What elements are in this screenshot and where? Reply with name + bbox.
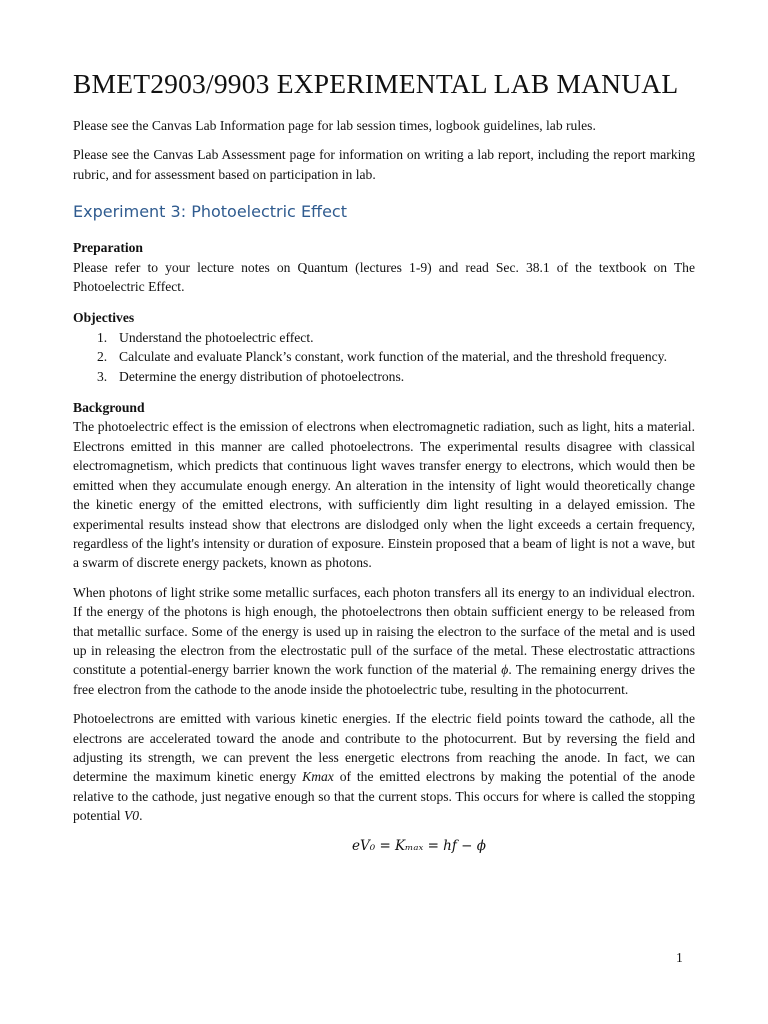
paragraph-text: Photoelectrons are emitted with various kinetic energies. If the electric field points toward the cathode, all the electrons are accelerated toward the anode and contribute to the photocurrent. But by reversing the field and adjusting its strength, we can prevent the less energetic electrons from reaching the anode. In fact, we can determine the maximum kinetic energy [73, 711, 695, 785]
objective-item [73, 328, 695, 347]
paragraph-text: When photons of light strike some metallic surfaces, each photon transfers all its energy to an individual electron. If the energy of the photons is high enough, the photoelectrons then obtain sufficient energy to be released from that metallic surface. Some of the energy is used up in raising the electron to the surface of the metal and is used up in releasing the electron from the electrostatic pull of the surface of the metal. These electrostatic attractions constitute a potential-energy barrier known the work function of the material [73, 584, 695, 678]
paragraph-text: of the emitted electrons by making the potential of the anode relative to the cathode, just negative enough so that the current stops. This occurs for where is called the stopping potential [73, 769, 696, 824]
work-function-symbol: ϕ [501, 662, 509, 678]
kmax-symbol [302, 769, 334, 784]
background-heading: Background [73, 400, 145, 416]
document-page [73, 66, 695, 856]
objective-number: 2. [97, 349, 108, 365]
objective-number: 3. [97, 368, 108, 384]
background-paragraph-2 [73, 583, 695, 699]
kmax-symbol-text: Kmax [302, 769, 334, 785]
background-paragraph-1: The photoelectric effect is the emission of electrons when electromagnetic radiation, such as light, hits a material. Electrons emitted in this manner are called photoelectrons. The experimental results disagree with classical electromagnetism, which predicts that continuous light waves transfer energy to electrons, which would then be emitted when they accumulate enough energy. An alteration in the intensity of light would theoretically change the kinetic energy of the emitted electrons, with sufficiently dim light resulting in a delayed emission. The experimental results instead show that electrons are dislodged only when the light exceeds a certain frequency, regardless of the light's intensity or duration of exposure. Einstein proposed that a beam of light is not a wave, but a swarm of discrete energy packets, known as photons. [73, 419, 695, 571]
v0-symbol: V0 [123, 808, 140, 824]
objective-item [73, 367, 695, 386]
preparation-text: Please refer to your lecture notes on Quantum (lectures 1-9) and read Sec. 38.1 of the textbook on The Photoelectric Effect. [73, 259, 695, 295]
background-paragraph-3 [73, 709, 695, 825]
objectives-list [73, 328, 695, 386]
objective-text: Understand the photoelectric effect. [119, 329, 314, 345]
objective-item [73, 347, 695, 366]
page-number: 1 [676, 950, 683, 965]
objectives-heading: Objectives [73, 310, 135, 326]
preparation-heading: Preparation [73, 240, 143, 256]
paragraph-text: . The remaining energy drives the free electron from the cathode to the anode inside the photoelectric tube, resulting in the photocurrent. [73, 662, 695, 697]
objective-text: Calculate and evaluate Planck’s constant, work function of the material, and the threshold frequency. [119, 349, 667, 365]
experiment-heading: Experiment 3: Photoelectric Effect [73, 202, 347, 222]
intro-lab-assessment: Please see the Canvas Lab Assessment page for information on writing a lab report, including the report marking rubric, and for assessment based on participation in lab. [73, 147, 695, 182]
document-title: BMET2903/9903 EXPERIMENTAL LAB MANUAL [73, 68, 679, 99]
objective-number: 1. [97, 329, 108, 345]
intro-lab-information: Please see the Canvas Lab Information page for lab session times, logbook guidelines, lab rules. [73, 118, 596, 133]
photoelectric-equation: eV₀ = Kₘₐₓ = hf − ϕ [352, 837, 486, 854]
paragraph-text: . [139, 808, 143, 824]
objective-text: Determine the energy distribution of photoelectrons. [119, 368, 405, 384]
